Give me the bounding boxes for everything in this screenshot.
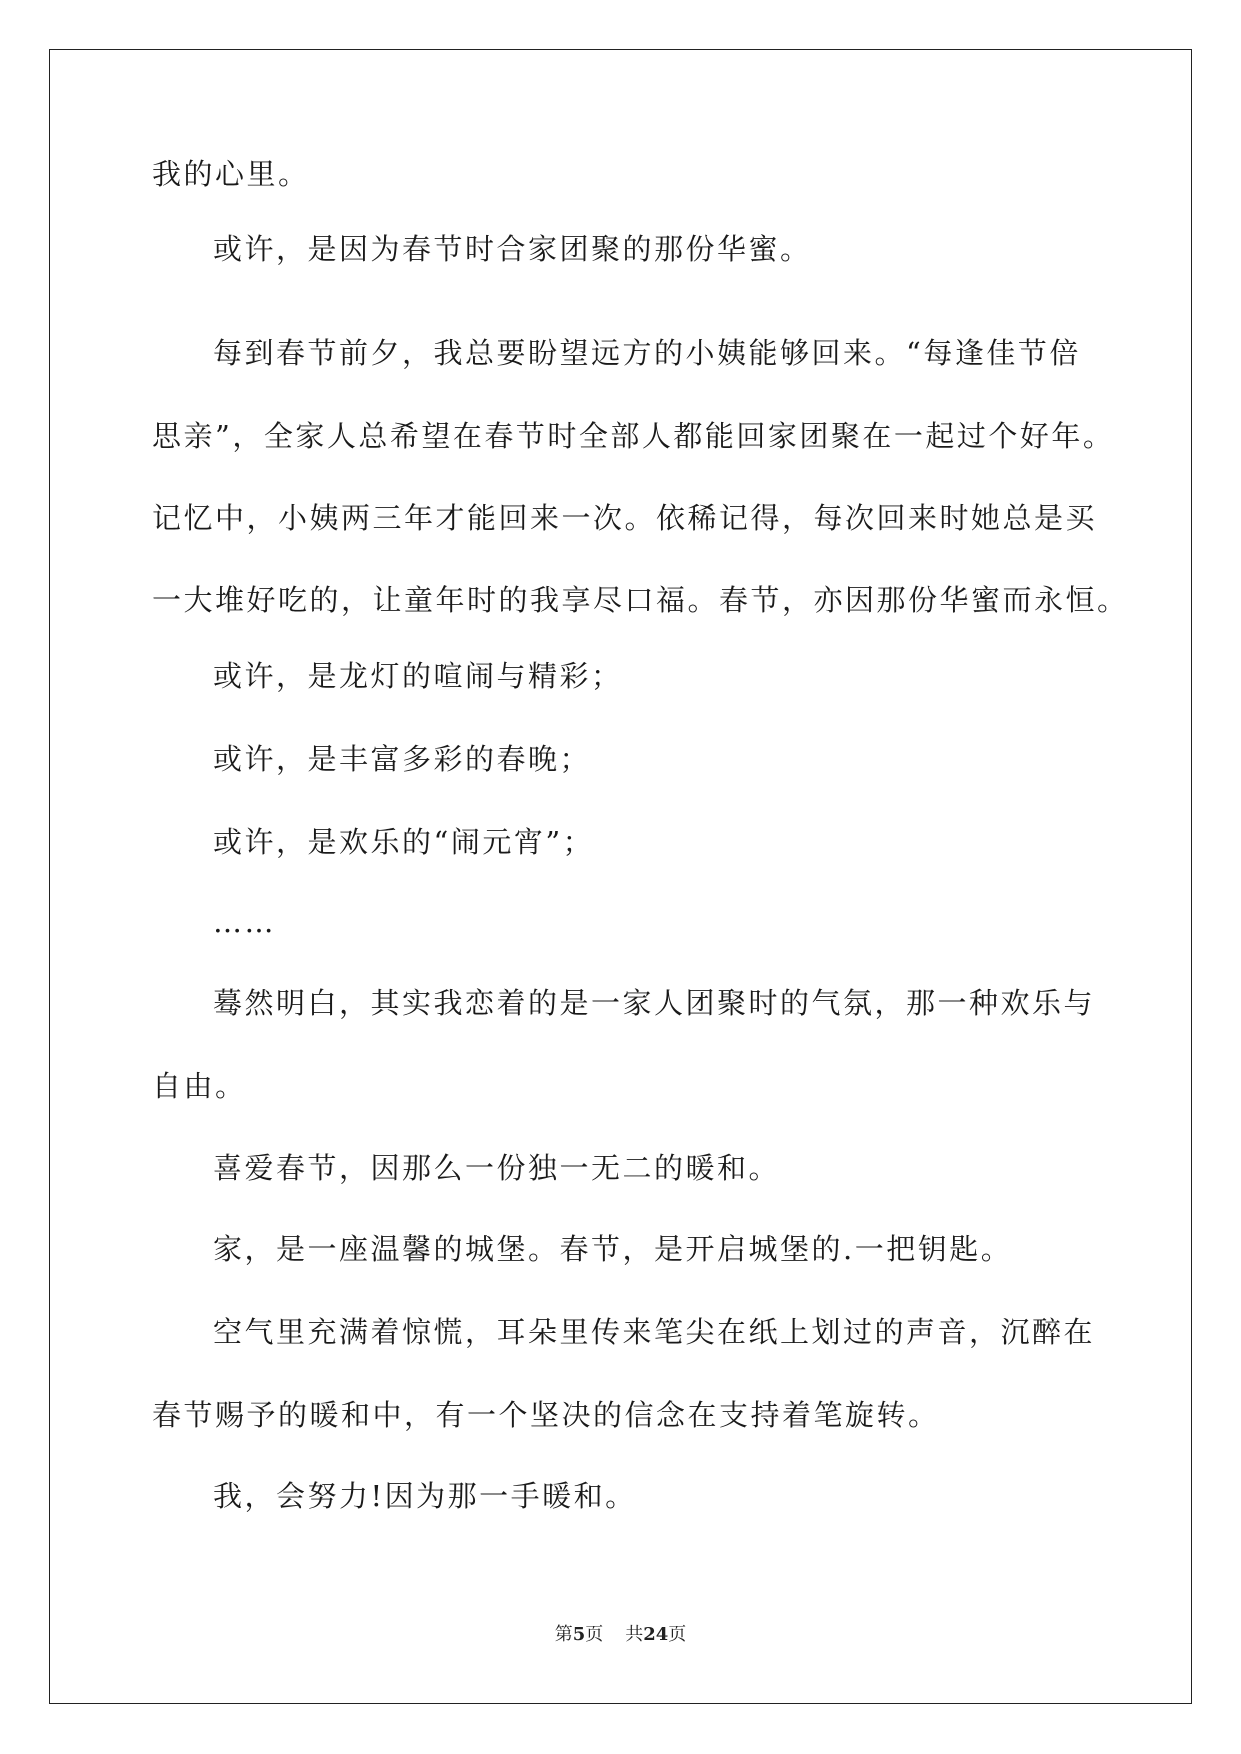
text-line: 我的心里。: [152, 157, 310, 191]
text-line: 空气里充满着惊慌，耳朵里传来笔尖在纸上划过的声音，沉醉在: [213, 1315, 1096, 1349]
text-line: 或许，是因为春节时合家团聚的那份华蜜。: [213, 232, 812, 266]
page-suffix: 页: [585, 1624, 604, 1645]
total-suffix: 页: [668, 1624, 687, 1645]
page-border: [49, 49, 1192, 1704]
text-line: 春节赐予的暖和中，有一个坚决的信念在支持着笔旋转。: [152, 1398, 940, 1432]
page-prefix: 第: [554, 1624, 573, 1645]
text-line: 思亲”，全家人总希望在春节时全部人都能回家团聚在一起过个好年。: [152, 419, 1115, 453]
text-line: 或许，是龙灯的喧闹与精彩；: [213, 659, 623, 693]
text-line: 我，会努力!因为那一手暖和。: [213, 1479, 637, 1513]
text-line: 或许，是欢乐的“闹元宵”；: [213, 825, 595, 859]
text-line: 或许，是丰富多彩的春晚；: [213, 742, 592, 776]
page-number: 5: [572, 1624, 586, 1645]
text-line: 蓦然明白，其实我恋着的是一家人团聚时的气氛，那一种欢乐与: [213, 986, 1096, 1020]
text-line: 一大堆好吃的，让童年时的我享尽口福。春节，亦因那份华蜜而永恒。: [152, 583, 1129, 617]
text-line: 记忆中，小姨两三年才能回来一次。依稀记得，每次回来时她总是买: [152, 501, 1098, 535]
page-footer: [0, 1623, 1241, 1647]
text-line: 喜爱春节，因那么一份独一无二的暖和。: [213, 1151, 781, 1185]
text-line: 每到春节前夕，我总要盼望远方的小姨能够回来。“每逢佳节倍: [213, 336, 1081, 370]
total-prefix: 共: [625, 1624, 644, 1645]
text-line: ……: [213, 905, 276, 939]
text-line: 家，是一座温馨的城堡。春节，是开启城堡的.一把钥匙。: [213, 1232, 1013, 1266]
total-pages: 24: [643, 1624, 669, 1645]
text-line: 自由。: [152, 1069, 247, 1103]
